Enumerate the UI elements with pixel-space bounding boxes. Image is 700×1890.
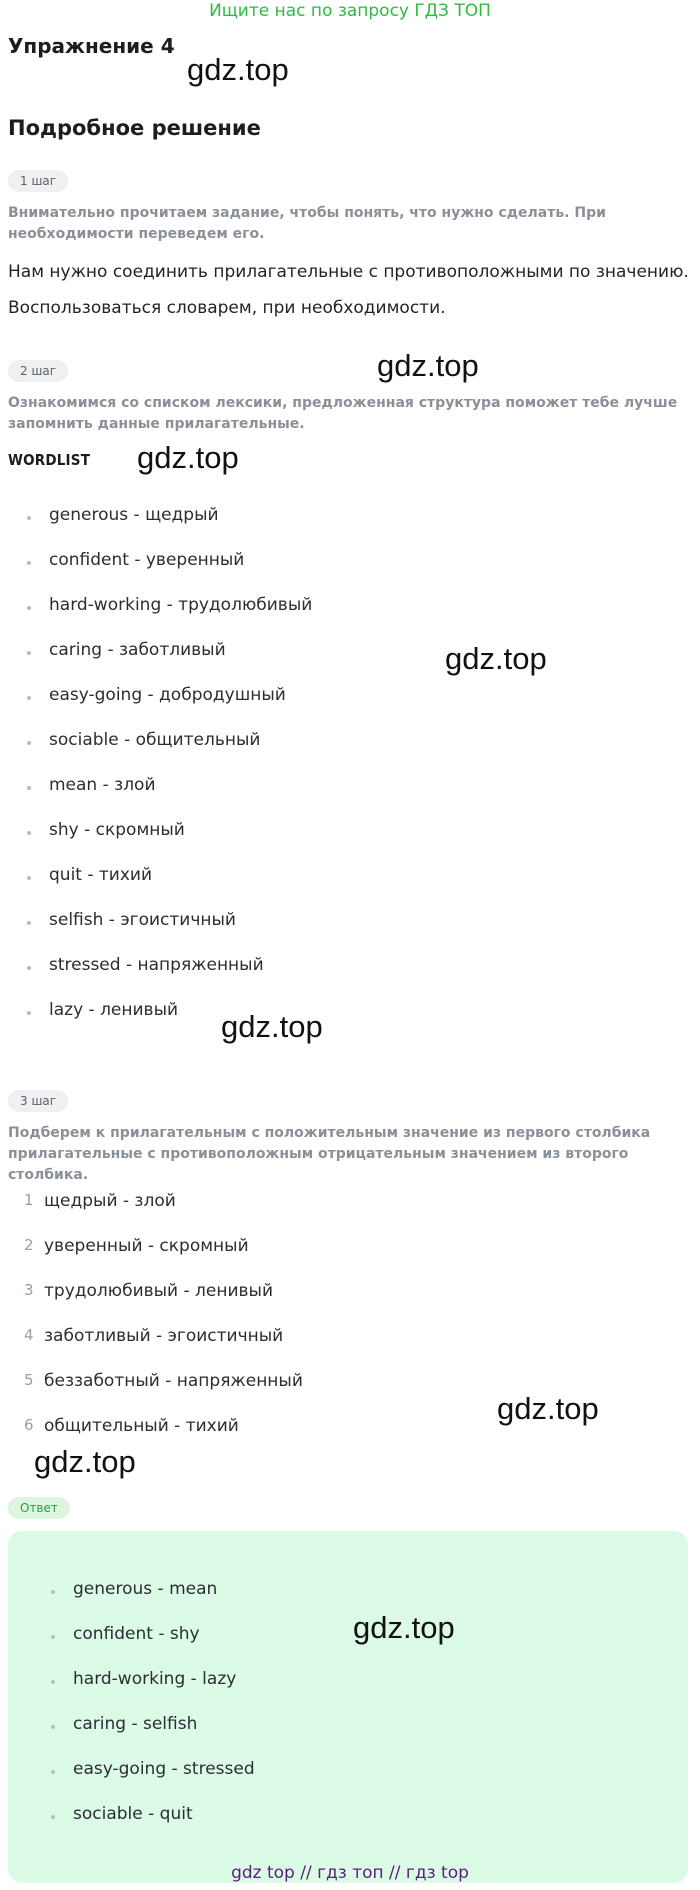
list-item: mean - злой (49, 775, 156, 795)
step-1-paragraph: Нам нужно соединить прилагательные с противоположными по значению. (8, 262, 689, 282)
bullet-icon (51, 1725, 55, 1729)
watermark: gdz.top (34, 1444, 136, 1479)
step-2-badge: 2 шаг (8, 360, 68, 382)
list-item: caring - selfish (73, 1714, 197, 1734)
list-item: caring - заботливый (49, 640, 226, 660)
step-3-hint: Подберем к прилагательным с положительным значение из первого столбика прилагательные с противоположным отрицательным значением из второго столбика. (8, 1125, 651, 1183)
bullet-icon (51, 1680, 55, 1684)
bullet-icon (27, 606, 31, 610)
list-item: lazy - ленивый (49, 1000, 178, 1020)
bullet-icon (27, 966, 31, 970)
bullet-icon (51, 1590, 55, 1594)
search-banner: Ищите нас по запросу ГДЗ ТОП (209, 1, 491, 21)
watermark: gdz.top (353, 1610, 455, 1645)
solution-title: Подробное решение (8, 116, 261, 140)
list-item: hard-working - lazy (73, 1669, 236, 1689)
bullet-icon (27, 651, 31, 655)
watermark: gdz.top (377, 348, 479, 383)
exercise-title: Упражнение 4 (8, 34, 175, 58)
bullet-icon (27, 696, 31, 700)
list-item: 4 заботливый - эгоистичный (24, 1326, 284, 1346)
list-item: stressed - напряженный (49, 955, 264, 975)
list-item: 1 щедрый - злой (24, 1191, 176, 1211)
list-item: sociable - общительный (49, 730, 260, 750)
bullet-icon (27, 1011, 31, 1015)
bullet-icon (51, 1635, 55, 1639)
list-item: 5 беззаботный - напряженный (24, 1371, 303, 1391)
footer-text: gdz top // гдз топ // гдз top (231, 1863, 469, 1883)
step-2-hint: Ознакомимся со списком лексики, предложенная структура поможет тебе лучше запомнить данные прилагательные. (8, 395, 678, 432)
bullet-icon (27, 831, 31, 835)
watermark: gdz.top (497, 1391, 599, 1426)
watermark: gdz.top (445, 641, 547, 676)
bullet-icon (27, 741, 31, 745)
list-item: generous - mean (73, 1579, 217, 1599)
list-item: hard-working - трудолюбивый (49, 595, 312, 615)
step-1-paragraph: Воспользоваться словарем, при необходимости. (8, 298, 446, 318)
bullet-icon (27, 876, 31, 880)
step-1-badge: 1 шаг (8, 170, 68, 192)
list-item: generous - щедрый (49, 505, 219, 525)
answer-badge: Ответ (8, 1497, 70, 1519)
bullet-icon (51, 1815, 55, 1819)
wordlist-label: WORDLIST (8, 451, 91, 469)
list-item: 3 трудолюбивый - ленивый (24, 1281, 274, 1301)
bullet-icon (27, 561, 31, 565)
list-item: selfish - эгоистичный (49, 910, 236, 930)
watermark: gdz.top (187, 52, 289, 87)
watermark: gdz.top (137, 440, 239, 475)
list-item: shy - скромный (49, 820, 185, 840)
list-item: 2 уверенный - скромный (24, 1236, 249, 1256)
list-item: easy-going - stressed (73, 1759, 255, 1779)
bullet-icon (51, 1770, 55, 1774)
step-3-badge: 3 шаг (8, 1090, 68, 1112)
list-item: sociable - quit (73, 1804, 193, 1824)
list-item: confident - уверенный (49, 550, 244, 570)
list-item: easy-going - добродушный (49, 685, 286, 705)
bullet-icon (27, 516, 31, 520)
bullet-icon (27, 786, 31, 790)
list-item: 6 общительный - тихий (24, 1416, 239, 1436)
bullet-icon (27, 921, 31, 925)
watermark: gdz.top (221, 1009, 323, 1044)
step-1-hint: Внимательно прочитаем задание, чтобы понять, что нужно сделать. При необходимости переведем его. (8, 205, 606, 242)
list-item: quit - тихий (49, 865, 152, 885)
list-item: confident - shy (73, 1624, 200, 1644)
